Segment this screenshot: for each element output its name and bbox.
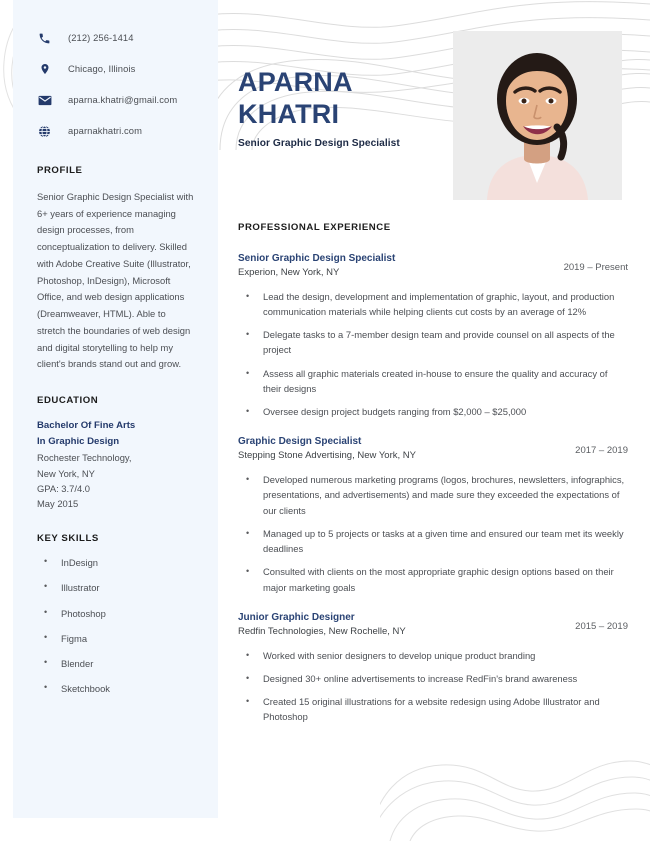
skill-item: • Illustrator xyxy=(37,582,194,594)
experience-bullets xyxy=(238,289,628,420)
experience-bullet: • Consulted with clients on the most appropriate graphic design options based on their major marketing goals xyxy=(238,564,628,594)
experience-organization: Stepping Stone Advertising, New York, NY xyxy=(238,450,416,462)
profile-text: Senior Graphic Design Specialist with 6+ years of experience managing design processes, from conceptualization to delivery. Skilled with Adobe Creative Suite (Illustrator, Photoshop, InDesign), Microsoft Office, and web design applications (Dreamweaver, HTML). Able to stretch the boundaries of web design and digital storytelling to help my client's brands stand out and grow. xyxy=(37,191,194,370)
experience-entry-header xyxy=(238,252,628,280)
envelope-icon xyxy=(37,93,52,108)
education-location: New York, NY xyxy=(37,467,95,479)
first-name: APARNA xyxy=(238,67,353,97)
experience-role: Graphic Design Specialist xyxy=(238,436,362,448)
job-title: Senior Graphic Design Specialist xyxy=(238,138,400,150)
skills-heading: KEY SKILLS xyxy=(37,533,99,545)
experience-heading: PROFESSIONAL EXPERIENCE xyxy=(238,222,391,233)
contact-email-text: aparna.khatri@gmail.com xyxy=(68,94,178,106)
phone-icon xyxy=(37,31,52,46)
experience-bullet: • Assess all graphic materials created in-house to ensure the quality and accuracy of their designs xyxy=(238,366,628,396)
skill-item: • Sketchbook xyxy=(37,683,194,695)
experience-entry-titles xyxy=(238,435,575,463)
experience-entry xyxy=(238,611,628,725)
education-gpa: GPA: 3.7/4.0 xyxy=(37,482,90,494)
education-heading: EDUCATION xyxy=(37,395,99,407)
experience-section xyxy=(238,222,628,741)
main-content xyxy=(238,0,628,841)
portrait-photo-image xyxy=(453,31,622,200)
experience-bullet: • Worked with senior designers to develop unique product branding xyxy=(238,648,628,663)
contact-list xyxy=(37,30,194,139)
contact-item-phone xyxy=(37,30,194,46)
name-block xyxy=(238,66,453,149)
skill-item: • Blender xyxy=(37,658,194,670)
experience-bullet: • Created 15 original illustrations for a website redesign using Adobe Illustrator and Photoshop xyxy=(238,694,628,724)
map-pin-icon xyxy=(37,62,52,77)
experience-bullet: • Designed 30+ online advertisements to increase RedFin's brand awareness xyxy=(238,671,628,686)
experience-organization: Redfin Technologies, New Rochelle, NY xyxy=(238,625,406,637)
education-school: Rochester Technology, xyxy=(37,452,132,464)
experience-entry xyxy=(238,435,628,594)
experience-bullet: • Delegate tasks to a 7-member design team and provide counsel on all aspects of the project xyxy=(238,327,628,357)
skill-item: • Photoshop xyxy=(37,608,194,620)
experience-bullet: • Lead the design, development and implementation of graphic, layout, and production communication materials while helping clients cut costs by an average of 12% xyxy=(238,289,628,319)
portrait-photo xyxy=(453,31,622,200)
contact-item-email xyxy=(37,92,194,108)
education-degree-line-1: Bachelor Of Fine Arts xyxy=(37,420,136,432)
last-name: KHATRI xyxy=(238,99,340,130)
experience-role: Junior Graphic Designer xyxy=(238,611,355,623)
experience-entry-titles xyxy=(238,611,575,639)
education-date: May 2015 xyxy=(37,498,79,509)
experience-bullet: • Oversee design project budgets ranging from $2,000 – $25,000 xyxy=(238,404,628,419)
experience-dates: 2017 – 2019 xyxy=(575,445,628,457)
education-degree-line-2: In Graphic Design xyxy=(37,435,120,447)
experience-dates: 2015 – 2019 xyxy=(575,620,628,632)
experience-bullet: • Developed numerous marketing programs (logos, brochures, newsletters, infographics, presentations, and advertisements) and made sure they exceeded the expectations of our clients xyxy=(238,472,628,518)
skill-item: • Figma xyxy=(37,633,194,645)
experience-role: Senior Graphic Design Specialist xyxy=(238,253,396,264)
skill-item: • InDesign xyxy=(37,557,194,569)
contact-website-text: aparnakhatri.com xyxy=(68,125,143,137)
experience-entry-header xyxy=(238,435,628,463)
experience-dates: 2019 – Present xyxy=(563,262,628,273)
education-entry xyxy=(37,419,194,511)
experience-organization: Experion, New York, NY xyxy=(238,267,340,278)
sidebar xyxy=(13,0,218,818)
skills-list xyxy=(37,557,194,695)
experience-bullets xyxy=(238,472,628,595)
experience-entry xyxy=(238,252,628,419)
experience-bullets xyxy=(238,648,628,725)
experience-entry-header xyxy=(238,611,628,639)
contact-item-location xyxy=(37,61,194,77)
contact-location-text: Chicago, Illinois xyxy=(68,63,136,75)
profile-heading: PROFILE xyxy=(37,165,83,176)
experience-bullet: • Managed up to 5 projects or tasks at a given time and ensured our team met its weekly deadlines xyxy=(238,526,628,556)
contact-phone-text: (212) 256-1414 xyxy=(68,32,134,44)
contact-item-website xyxy=(37,123,194,139)
globe-icon xyxy=(37,124,52,139)
experience-entry-titles xyxy=(238,252,564,280)
